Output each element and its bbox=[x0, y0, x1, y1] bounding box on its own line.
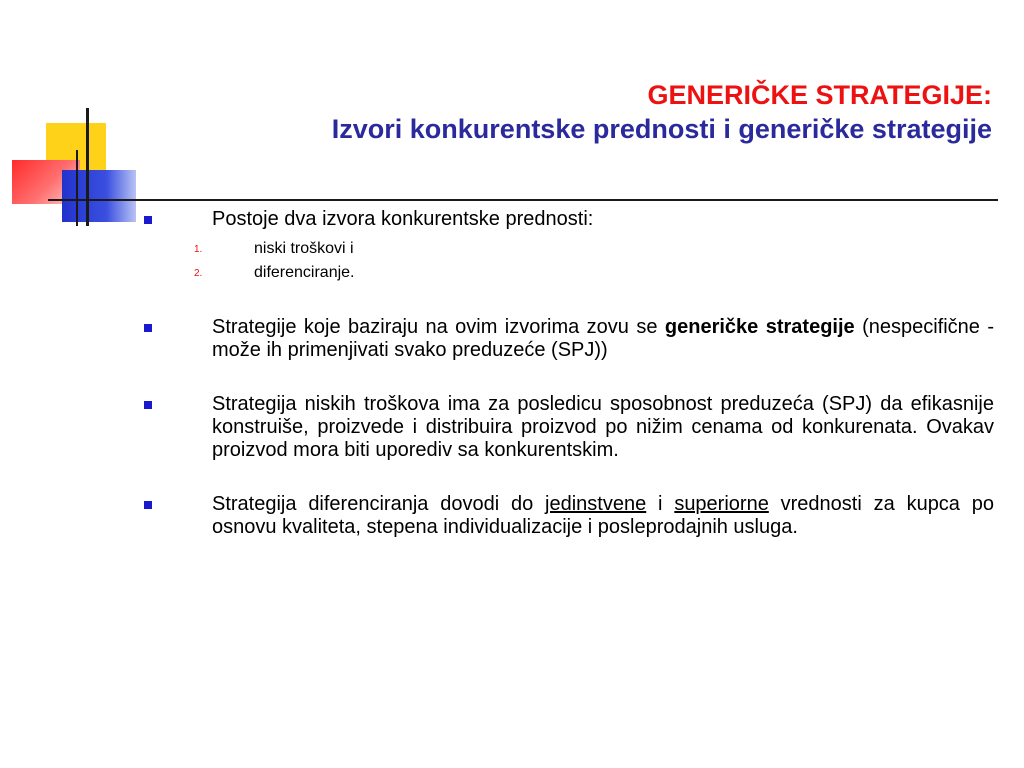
list-number: 1. bbox=[194, 244, 203, 255]
bullet-text: Postoje dva izvora konkurentske prednosti: bbox=[212, 208, 594, 230]
bullet-square-icon bbox=[144, 324, 152, 332]
vertical-line bbox=[86, 108, 89, 226]
bullet-text-part: (nespecifične - može ih primenjivati svako preduzeće (SPJ)) bbox=[212, 316, 995, 361]
slide-content bbox=[140, 208, 994, 570]
decorative-logo bbox=[0, 0, 140, 240]
list-item bbox=[140, 261, 994, 285]
vertical-line-short bbox=[76, 150, 78, 226]
bullet-text-part: i bbox=[646, 493, 675, 515]
bullet-text: Strategija niskih troškova ima za posledicu sposobnost preduzeća (SPJ) da efikasnije konstruiše, proizvede i distribuira proizvod po nižim cenama od konkurenata. Ovakav proizvod mora biti uporediv sa konkurentskim. bbox=[212, 393, 994, 461]
list-item-text: diferenciranje. bbox=[254, 264, 355, 281]
bullet-item bbox=[140, 208, 994, 231]
bullet-square-icon bbox=[144, 216, 152, 224]
list-item bbox=[140, 237, 994, 261]
title-line-1: GENERIČKE STRATEGIJE: bbox=[647, 80, 992, 110]
bullet-bold-term: generičke strategije bbox=[664, 316, 855, 338]
blue-square bbox=[62, 170, 136, 222]
bullet-item bbox=[140, 316, 994, 362]
bullet-text-part: Strategije koje baziraju na ovim izvorima zovu se bbox=[212, 316, 665, 338]
title-line-2: Izvori konkurentske prednosti i generičke strategije bbox=[331, 114, 992, 144]
bullet-square-icon bbox=[144, 401, 152, 409]
bullet-square-icon bbox=[144, 501, 152, 509]
bullet-item bbox=[140, 493, 994, 539]
bullet-item bbox=[140, 393, 994, 462]
numbered-list bbox=[140, 237, 994, 285]
underlined-term: superiorne bbox=[674, 493, 769, 515]
title-divider-line bbox=[48, 199, 998, 201]
list-item-text: niski troškovi i bbox=[254, 240, 354, 257]
bullet-text-part: Strategija diferenciranja dovodi do bbox=[212, 493, 546, 515]
list-number: 2. bbox=[194, 268, 203, 279]
bullet-text-part: vrednosti za kupca po osnovu kvaliteta, stepena individualizacije i posleprodajnih usluga. bbox=[212, 493, 995, 538]
underlined-term: jedinstvene bbox=[545, 493, 647, 515]
slide-title bbox=[332, 78, 992, 146]
